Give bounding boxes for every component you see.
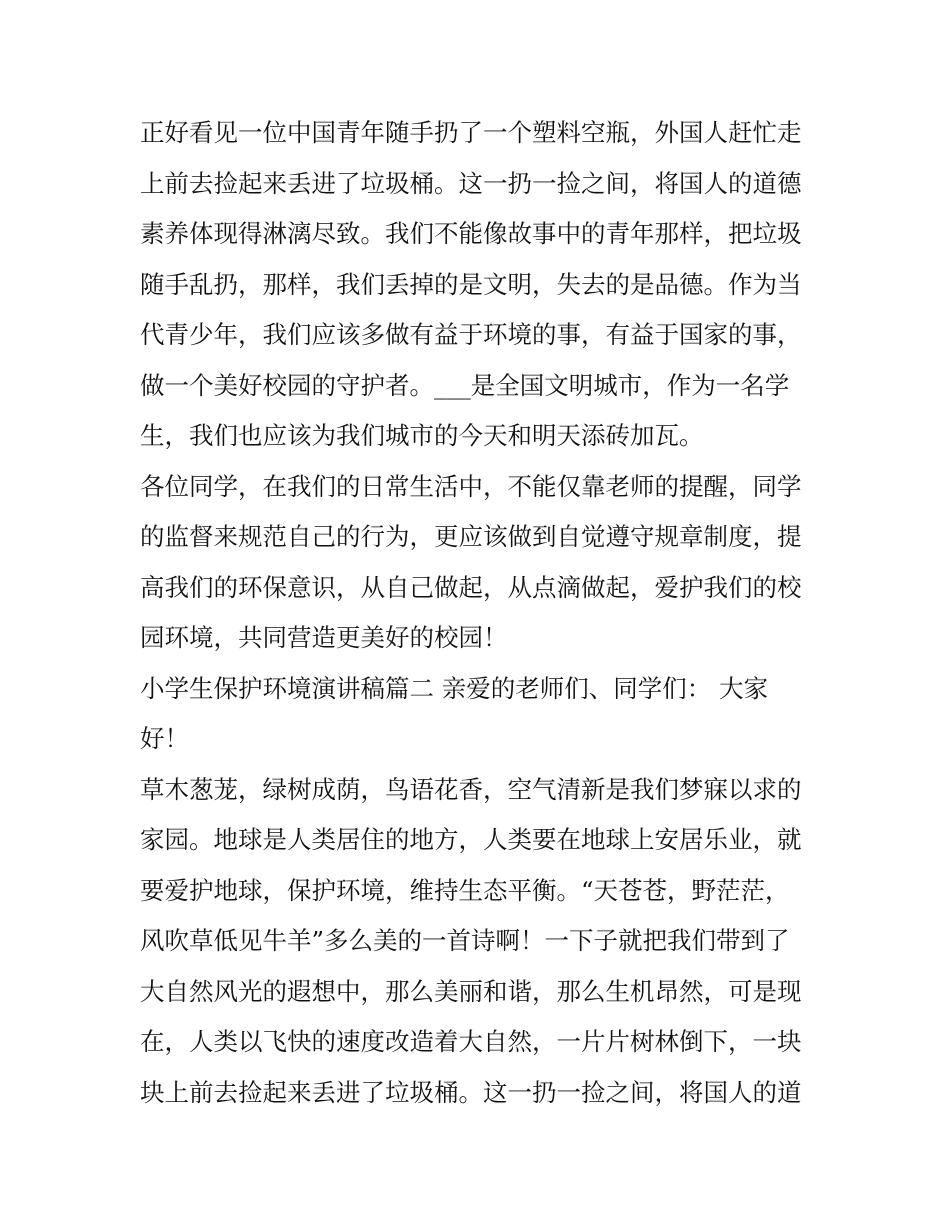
text-line: 生，我们也应该为我们城市的今天和明天添砖加瓦。 bbox=[140, 421, 704, 450]
text-line: 要爱护地球，保护环境，维持生态平衡。“天苍苍，野茫茫， bbox=[140, 875, 790, 905]
text-line: 正好看见一位中国青年随手扔了一个塑料空瓶，外国人赶忙走 bbox=[140, 118, 802, 147]
text-line: 素养体现得淋漓尽致。我们不能像故事中的青年那样，把垃圾 bbox=[140, 219, 802, 248]
section-heading-line: 好！ bbox=[140, 724, 189, 753]
text-line: 大自然风光的遐想中，那么美丽和谐，那么生机昂然，可是现 bbox=[140, 976, 802, 1006]
text-line: 风吹草低见牛羊”多么美的一首诗啊！一下子就把我们带到了 bbox=[140, 926, 790, 955]
section-heading-line: 小学生保护环境演讲稿篇二 亲爱的老师们、同学们： 大家 bbox=[140, 673, 769, 703]
text-line: 块上前去捡起来丢进了垃圾桶。这一扔一捡之间，将国人的道 bbox=[140, 1077, 802, 1107]
text-line: 在，人类以飞快的速度改造着大自然，一片片树林倒下，一块 bbox=[140, 1027, 802, 1056]
text-line: 上前去捡起来丢进了垃圾桶。这一扔一捡之间，将国人的道德 bbox=[140, 168, 802, 198]
text-line: 的监督来规范自己的行为，更应该做到自觉遵守规章制度，提 bbox=[140, 522, 802, 551]
text-line: 做一个美好校园的守护者。___是全国文明城市，作为一名学 bbox=[140, 370, 790, 400]
text-line: 家园。地球是人类居住的地方，人类要在地球上安居乐业，就 bbox=[140, 825, 802, 854]
text-line: 草木葱茏，绿树成荫，鸟语花香，空气清新是我们梦寐以求的 bbox=[140, 774, 802, 804]
text-line: 高我们的环保意识，从自己做起，从点滴做起，爱护我们的校 bbox=[140, 572, 802, 602]
text-line: 随手乱扔，那样，我们丢掉的是文明，失去的是品德。作为当 bbox=[140, 269, 802, 299]
text-line: 园环境，共同营造更美好的校园！ bbox=[140, 623, 508, 652]
body-text bbox=[140, 108, 820, 1118]
text-line: 各位同学，在我们的日常生活中，不能仅靠老师的提醒，同学 bbox=[140, 471, 802, 501]
text-line: 代青少年，我们应该多做有益于环境的事，有益于国家的事， bbox=[140, 320, 802, 349]
